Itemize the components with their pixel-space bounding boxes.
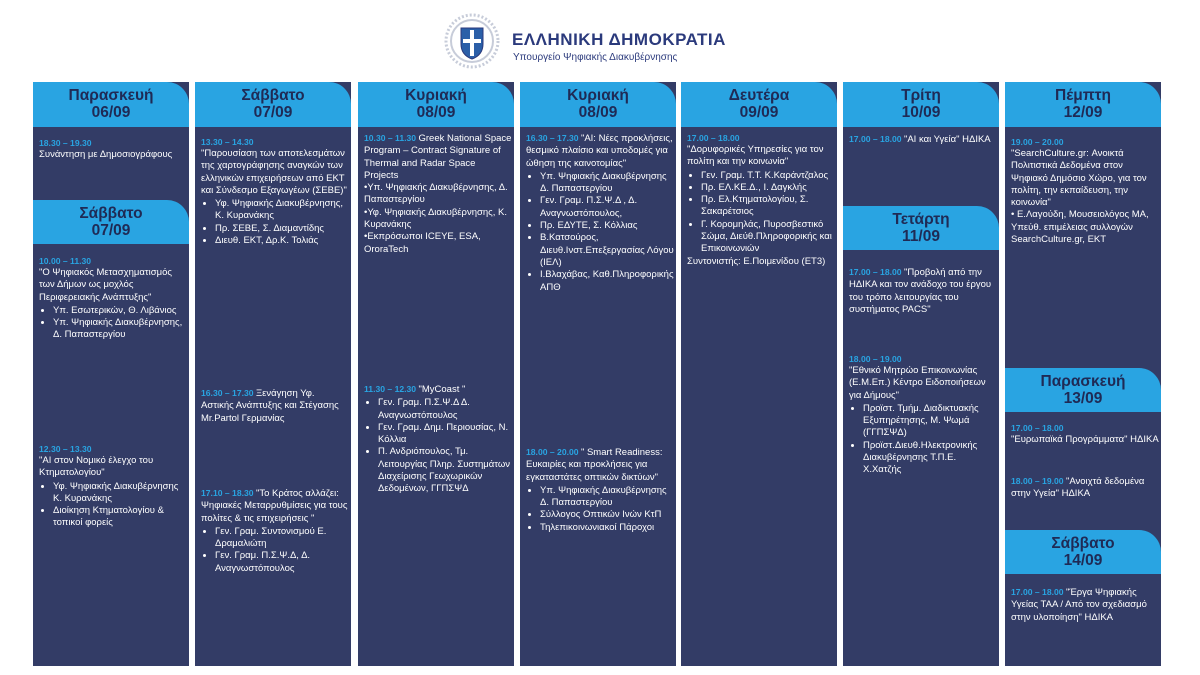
- event-item: [1011, 587, 1159, 624]
- speaker-list: [526, 171, 674, 294]
- event-title: "Έργα Ψηφιακής Υγείας ΤΑΑ / Από τον σχεδιασμό στην υλοποίηση" ΗΔΙΚΑ: [1011, 587, 1147, 623]
- speaker-item: • Υπ. Ψηφιακής Διακυβέρνησης Δ. Παπαστεργίου: [540, 485, 674, 510]
- speaker-item: • Γ. Κορομηλάς, Πυροσβεστικό Σώμα, Διεύθ.Πληροφορικής και Επικοινωνιών: [701, 219, 835, 256]
- event-time: 10.30 – 11.30: [364, 133, 419, 143]
- day-header: [1005, 82, 1161, 127]
- speaker-item: • Π. Ανδριόπουλος, Τμ. Λειτουργίας Πληρ. Συστημάτων Διαχείρισης Γεωχωρικών Δεδομένων, ΓΓΠΣΨΔ: [378, 446, 512, 495]
- day-header: [843, 82, 999, 127]
- day-date: 11/09: [902, 228, 940, 245]
- event-title: "AI και Υγεία" ΗΔΙΚΑ: [903, 134, 991, 145]
- speaker-line: •Υφ. Ψηφιακής Διακυβέρνησης, Κ. Κυρανάκης: [364, 206, 507, 231]
- event-item: [39, 138, 187, 161]
- schedule-column-sun-08-09-a: [358, 82, 514, 666]
- event-time: 16.30 – 17.30: [526, 133, 581, 143]
- speaker-item: • Διευθ. ΕΚΤ, Δρ.Κ. Τολιάς: [215, 235, 349, 247]
- event-time: 13.30 – 14.30: [201, 137, 254, 147]
- speaker-line: • Ε.Λαγούδη, Μουσειολόγος ΜΑ, Υπεύθ. επιμέλειας συλλογών SearchCulture.gr, ΕΚΤ: [1011, 209, 1149, 246]
- speaker-line: •Υπ. Ψηφιακής Διακυβέρνησης, Δ. Παπαστεργίου: [364, 182, 508, 206]
- speaker-list: [526, 485, 674, 534]
- day-header: [195, 82, 351, 127]
- event-item: [201, 137, 349, 247]
- day-header: [1005, 368, 1161, 412]
- event-item: [1011, 423, 1159, 446]
- speaker-list: [201, 198, 349, 247]
- day-date: 10/09: [901, 104, 941, 121]
- speaker-item: • Γεν. Γραμ. Π.Σ.Ψ.Δ , Δ. Αναγνωστόπουλος,: [540, 195, 674, 220]
- event-item: [201, 488, 349, 575]
- day-name: Σάββατο: [241, 87, 305, 104]
- event-time: 17.10 – 18.30: [201, 488, 256, 498]
- event-title: "Το Κράτος αλλάζει: Ψηφιακές Μεταρρυθμίσεις για τους πολίτες & τις επιχειρήσεις ": [201, 488, 348, 524]
- speaker-item: • Πρ. ΕΔΥΤΕ, Σ. Κόλλιας: [540, 220, 674, 232]
- speaker-item: • Ι.Βλαχάβας, Καθ.Πληροφορικής ΑΠΘ: [540, 269, 674, 294]
- day-name: Παρασκευή: [68, 87, 154, 104]
- speaker-item: • Σύλλογος Οπτικών Ινών ΚτΠ: [540, 509, 674, 521]
- speaker-item: • Γεν. Γραμ. Δημ. Περιουσίας, Ν. Κόλλια: [378, 422, 512, 447]
- speaker-item: • Πρ. ΕΛ.ΚΕ.Δ., Ι. Δαγκλής: [701, 182, 835, 194]
- day-name: Τετάρτη: [892, 211, 950, 228]
- speaker-item: • Γεν. Γραμ. Τ.Τ. Κ.Καράντζαλος: [701, 170, 835, 182]
- event-item: [687, 133, 835, 268]
- day-date: 06/09: [91, 104, 131, 121]
- event-title: " Smart Readiness: Ευκαιρίες και προκλήσεις για εγκαταστάτες οπτικών δικτύων": [526, 447, 663, 483]
- speaker-line: •Εκπρόσωποι ICEYE, ESA, OroraTech: [364, 231, 481, 255]
- event-title: "Δορυφορικές Υπηρεσίες για τον πολίτη και την κοινωνία": [687, 144, 824, 168]
- schedule-column-thu-12-09: [1005, 82, 1161, 666]
- event-title: "Παρουσίαση των αποτελεσμάτων της χαρτογράφησης αναγκών των ελληνικών επιχειρήσεων από ΕΚΤ και Σύνδεσμο Εξαγωγέων (ΣΕΒΕ)": [201, 148, 347, 196]
- event-item: [364, 133, 512, 256]
- speaker-item: • Πρ. ΣΕΒΕ, Σ. Διαμαντίδης: [215, 223, 349, 235]
- speaker-item: • Β.Κατσούρος, Διευθ.Ινστ.Επεξεργασίας Λόγου (ΙΕΛ): [540, 232, 674, 269]
- event-item: [849, 267, 997, 316]
- speaker-list: [39, 305, 187, 342]
- event-title: "Ευρωπαϊκά Προγράμματα" ΗΔΙΚΑ: [1011, 434, 1159, 445]
- header-subtitle: Υπουργείο Ψηφιακής Διακυβέρνησης: [513, 52, 678, 63]
- schedule-column-sat-07-09: [195, 82, 351, 666]
- event-item: [849, 354, 997, 477]
- day-name: Δευτέρα: [728, 87, 790, 104]
- event-title: "Ο Ψηφιακός Μετασχηματισμός των Δήμων ως μοχλός Περιφερειακής Ανάπτυξης": [39, 267, 172, 303]
- event-title: "AI: Νέες προκλήσεις, θεσμικό πλαίσιο και υποδομές για ώθηση της καινοτομίας": [526, 133, 673, 169]
- event-title: Συνάντηση με Δημοσιογράφους: [39, 149, 173, 160]
- day-name: Κυριακή: [567, 87, 629, 104]
- moderator-line: Συντονιστής: Ε.Ποιμενίδου (ΕΤ3): [687, 255, 826, 267]
- event-item: [1011, 137, 1159, 246]
- speaker-item: • Τηλεπικοινωνιακοί Πάροχοι: [540, 522, 674, 534]
- speaker-list: [201, 526, 349, 575]
- event-time: 17.00 – 18.00: [687, 133, 740, 143]
- schedule-column-mon-09-09: [681, 82, 837, 666]
- event-item: [201, 388, 349, 425]
- speaker-list: [39, 481, 187, 530]
- day-header: [520, 82, 676, 127]
- event-title: "AI στον Νομικό έλεγχο του Κτηματολογίου": [39, 455, 154, 479]
- event-time: 11.30 – 12.30: [364, 384, 419, 394]
- header-title: ΕΛΛΗΝΙΚΗ ΔΗΜΟΚΡΑΤΙΑ: [512, 30, 726, 49]
- day-header: [33, 200, 189, 244]
- day-name: Πέμπτη: [1055, 87, 1111, 104]
- day-date: 08/09: [578, 104, 618, 121]
- event-time: 12.30 – 13.30: [39, 444, 92, 454]
- event-time: 10.00 – 11.30: [39, 256, 92, 266]
- day-header: [33, 82, 189, 127]
- schedule-column-sun-08-09-b: [520, 82, 676, 666]
- speaker-item: • Υφ. Ψηφιακής Διακυβέρνησης, Κ. Κυρανάκης: [215, 198, 349, 223]
- day-name: Σάββατο: [79, 205, 143, 222]
- event-time: 18.00 – 20.00: [526, 447, 581, 457]
- event-time: 16.30 – 17.30: [201, 388, 256, 398]
- speaker-item: • Υφ. Ψηφιακής Διακυβέρνησης Κ. Κυρανάκης: [53, 481, 187, 506]
- event-time: 17.00 – 18.00: [849, 134, 904, 144]
- event-time: 18.00 – 19.00: [1011, 476, 1066, 486]
- day-date: 07/09: [253, 104, 293, 121]
- event-title: Ξενάγηση Υφ. Αστικής Ανάπτυξης και Στέγασης Mr.Partol Γερμανίας: [201, 388, 339, 424]
- event-time: 18.00 – 19.00: [849, 354, 902, 364]
- day-date: 12/09: [1063, 104, 1103, 121]
- event-item: [39, 444, 187, 530]
- speaker-item: • Γεν. Γραμ. Π.Σ.Ψ.Δ, Δ. Αναγνωστόπουλος: [215, 550, 349, 575]
- speaker-list: [364, 397, 512, 495]
- event-title: "SearchCulture.gr: Ανοικτά Πολιτιστικά Δεδομένα στον Ψηφιακό Δημόσιο Χώρο, για τον πολίτη, την εκπαίδευση, την κοινωνία": [1011, 148, 1147, 209]
- schedule-column-tue-10-09: [843, 82, 999, 666]
- event-title: Greek National Space Program – Contract Signature of Thermal and Radar Space Projects: [364, 133, 512, 181]
- day-name: Παρασκευή: [1040, 373, 1126, 390]
- greek-coat-of-arms-icon: [444, 13, 500, 69]
- speaker-item: • Γεν. Γραμ. Π.Σ.Ψ.Δ Δ. Αναγνωστόπουλος: [378, 397, 512, 422]
- day-date: 08/09: [416, 104, 456, 121]
- event-item: [526, 447, 674, 534]
- speaker-item: • Υπ. Εσωτερικών, Θ. Λιβάνιος: [53, 305, 187, 317]
- event-item: [1011, 476, 1159, 501]
- event-time: 17.00 – 18.00: [1011, 587, 1066, 597]
- speaker-item: • Προϊστ. Τμήμ. Διαδικτυακής Εξυπηρέτησης, Μ. Ψωμά (ΓΓΠΣΨΔ): [863, 403, 997, 440]
- speaker-item: • Πρ. Ελ.Κτηματολογίου, Σ. Σακαρέτσιος: [701, 194, 835, 219]
- speaker-item: • Διοίκηση Κτηματολογίου & τοπικοί φορείς: [53, 505, 187, 530]
- event-time: 19.00 – 20.00: [1011, 137, 1064, 147]
- event-title: "Προβολή από την ΗΔΙΚΑ και τον ανάδοχο του έργου του τρόπο λειτουργίας του συστήματος PACS": [849, 267, 992, 315]
- event-item: [526, 133, 674, 294]
- speaker-item: • Υπ. Ψηφιακής Διακυβέρνησης Δ. Παπαστεργίου: [540, 171, 674, 196]
- day-name: Τρίτη: [901, 87, 941, 104]
- day-date: 07/09: [91, 222, 131, 239]
- event-title: "Ανοιχτά δεδομένα στην Υγεία" ΗΔΙΚΑ: [1011, 476, 1145, 500]
- speaker-item: • Προϊστ.Διευθ.Ηλεκτρονικής Διακυβέρνησης Τ.Π.Ε. Χ.Χατζής: [863, 440, 997, 477]
- day-name: Σάββατο: [1051, 535, 1115, 552]
- event-time: 17.00 – 18.00: [1011, 423, 1064, 433]
- event-title: "Εθνικό Μητρώο Επικοινωνίας (Ε.Μ.Επ.) Κέντρο Ειδοποιήσεων για Δήμους": [849, 365, 986, 401]
- day-header: [1005, 530, 1161, 574]
- event-item: [849, 134, 997, 146]
- day-header: [843, 206, 999, 250]
- speaker-item: • Γεν. Γραμ. Συντονισμού Ε. Δραμαλιώτη: [215, 526, 349, 551]
- page-header: [0, 0, 1200, 78]
- event-item: [39, 256, 187, 342]
- schedule-column-fri-06-09: [33, 82, 189, 666]
- speaker-item: • Υπ. Ψηφιακής Διακυβέρνησης, Δ. Παπαστεργίου: [53, 317, 187, 342]
- day-date: 13/09: [1063, 390, 1103, 407]
- day-name: Κυριακή: [405, 87, 467, 104]
- event-title: "MyCoast ": [418, 384, 466, 395]
- day-header: [681, 82, 837, 127]
- day-date: 14/09: [1063, 552, 1103, 569]
- speaker-list: [687, 170, 835, 256]
- event-time: 17.00 – 18.00: [849, 267, 904, 277]
- speaker-list: [849, 403, 997, 477]
- event-item: [364, 384, 512, 496]
- day-date: 09/09: [739, 104, 779, 121]
- day-header: [358, 82, 514, 127]
- event-time: 18.30 – 19.30: [39, 138, 92, 148]
